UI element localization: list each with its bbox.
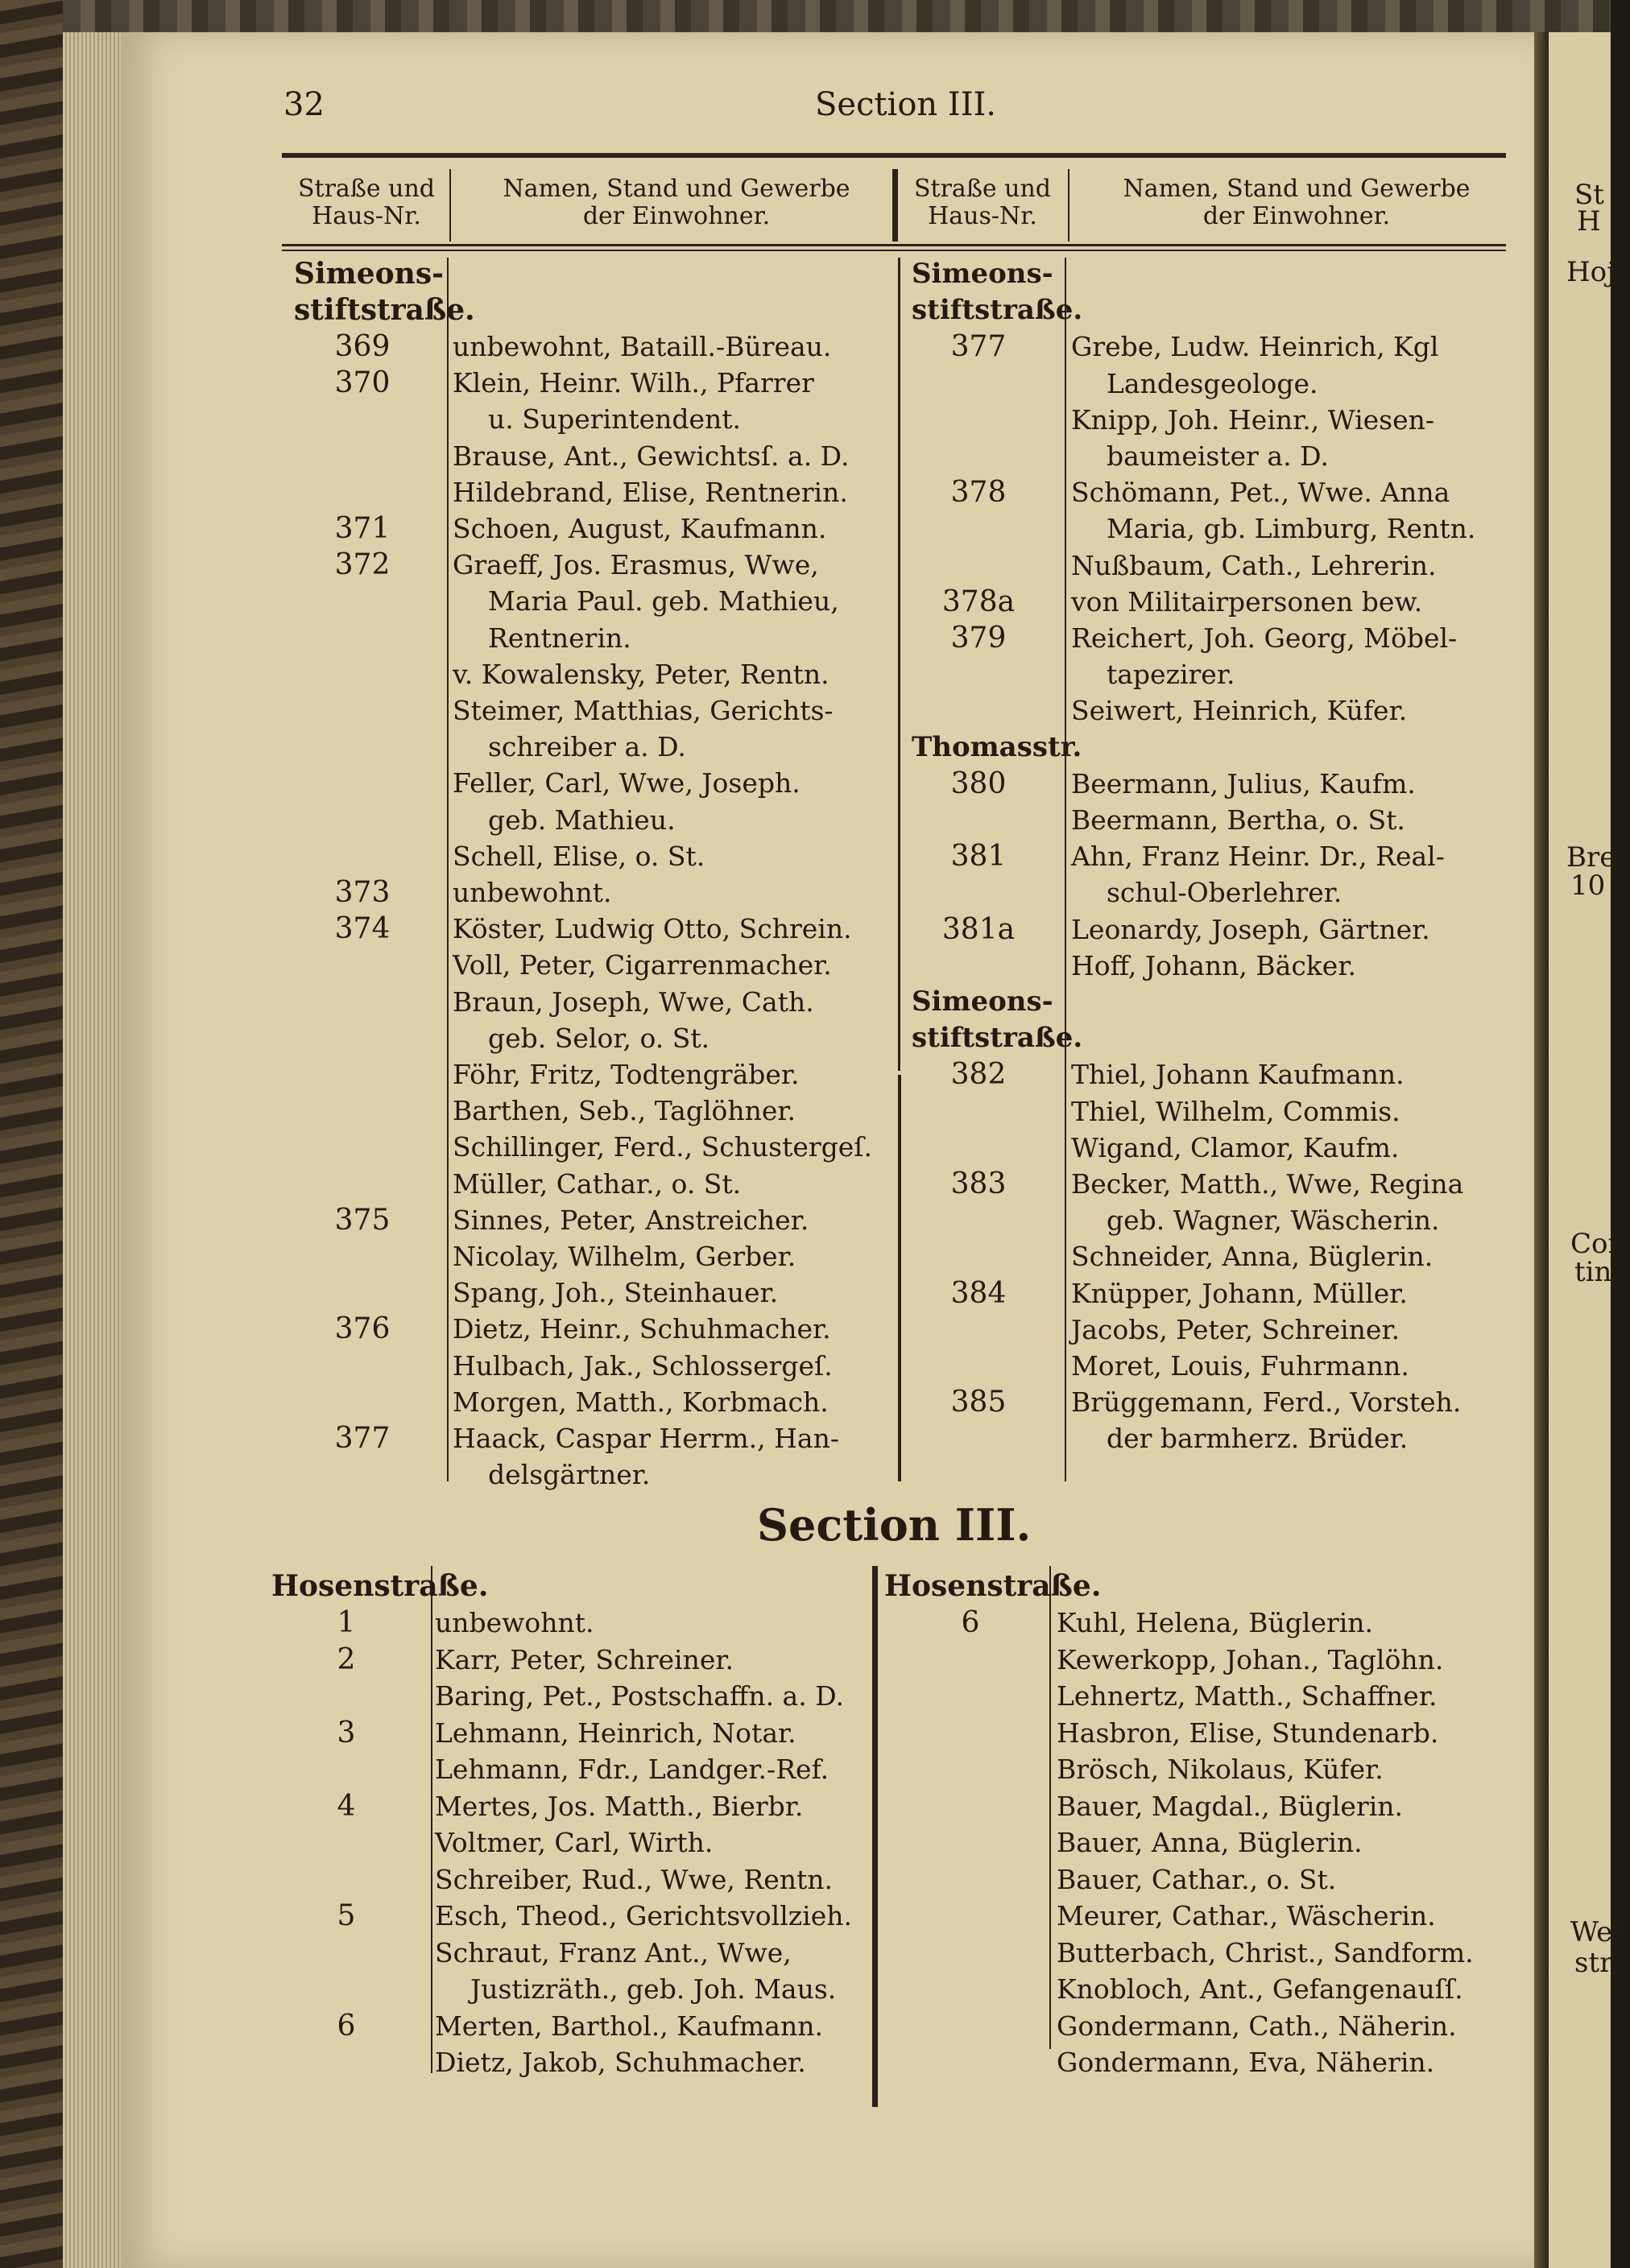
resident-entry: Ahn, Franz Heinr. Dr., Real- bbox=[1071, 841, 1445, 873]
resident-entry: Beermann, Julius, Kaufm. bbox=[1071, 767, 1416, 799]
lower-divider-3 bbox=[1049, 1566, 1051, 2049]
resident-entry: Knüpper, Johann, Müller. bbox=[1071, 1277, 1408, 1309]
house-number: 377 bbox=[950, 330, 1007, 364]
resident-entry: Schillinger, Ferd., Schustergeſ. bbox=[453, 1131, 873, 1163]
resident-entry: Voltmer, Carl, Wirth. bbox=[435, 1827, 714, 1858]
street-label: stiftstraße. bbox=[912, 294, 1083, 327]
street-label: Thomasstr. bbox=[912, 730, 1082, 763]
resident-entry: Schell, Elise, o. St. bbox=[453, 840, 705, 872]
header-rule-bottom-2 bbox=[282, 250, 1506, 251]
resident-entry: von Militairpersonen bew. bbox=[1071, 585, 1423, 618]
resident-entry: baumeister a. D. bbox=[1107, 440, 1329, 472]
resident-entry: Voll, Peter, Cigarrenmacher. bbox=[453, 949, 832, 981]
resident-entry: Gondermann, Eva, Näherin. bbox=[1057, 2047, 1435, 2078]
resident-entry: unbewohnt. bbox=[453, 877, 612, 908]
page-number: 32 bbox=[283, 86, 325, 123]
resident-entry: Barthen, Seb., Taglöhner. bbox=[453, 1095, 796, 1127]
resident-entry: Spang, Joh., Steinhauer. bbox=[453, 1277, 779, 1309]
house-number: 370 bbox=[334, 366, 391, 400]
house-number: 377 bbox=[334, 1422, 391, 1455]
resident-entry: Grebe, Ludw. Heinrich, Kgl bbox=[1071, 331, 1439, 363]
upper-divider-2b bbox=[898, 1075, 901, 1481]
upper-divider-1 bbox=[447, 258, 449, 1481]
resident-entry: Bauer, Cathar., o. St. bbox=[1057, 1863, 1337, 1895]
house-number: 381a bbox=[941, 912, 1016, 946]
resident-entry: Bauer, Anna, Büglerin. bbox=[1057, 1827, 1363, 1858]
resident-entry: Klein, Heinr. Wilh., Pfarrer bbox=[453, 367, 814, 399]
resident-entry: Föhr, Fritz, Todtengräber. bbox=[453, 1059, 800, 1090]
resident-entry: v. Kowalensky, Peter, Rentn. bbox=[453, 658, 829, 690]
lower-divider-2 bbox=[872, 1566, 878, 2107]
resident-entry: Schoen, August, Kaufmann. bbox=[453, 513, 827, 544]
next-page-fragment: 10 bbox=[1570, 870, 1606, 902]
resident-entry: Wigand, Clamor, Kaufm. bbox=[1071, 1131, 1400, 1163]
house-number: 6 bbox=[337, 2009, 356, 2043]
header-divider-3 bbox=[1068, 169, 1069, 242]
header-divider-2 bbox=[892, 169, 898, 242]
street-label: Simeons- bbox=[912, 258, 1053, 290]
header-names-left: Namen, Stand und Gewerbe der Einwohner. bbox=[503, 175, 850, 230]
street-label: stiftstraße. bbox=[912, 1022, 1083, 1055]
resident-entry: Seiwert, Heinrich, Küfer. bbox=[1071, 695, 1408, 727]
resident-entry: Lehmann, Fdr., Landger.-Ref. bbox=[435, 1754, 829, 1785]
resident-entry: Nicolay, Wilhelm, Gerber. bbox=[453, 1241, 796, 1272]
next-page-fragment: Web bbox=[1570, 1916, 1630, 1948]
resident-entry: Karr, Peter, Schreiner. bbox=[435, 1643, 734, 1675]
resident-entry: Dietz, Jakob, Schuhmacher. bbox=[435, 2047, 806, 2078]
resident-entry: Sinnes, Peter, Anstreicher. bbox=[453, 1204, 809, 1236]
header-rule-top bbox=[282, 153, 1506, 158]
resident-entry: Schraut, Franz Ant., Wwe, bbox=[435, 1936, 792, 1968]
header-divider-1 bbox=[449, 169, 451, 242]
header-rule-bottom bbox=[282, 244, 1506, 246]
house-number: 373 bbox=[334, 876, 391, 909]
book-gutter bbox=[1534, 32, 1549, 2268]
resident-entry: Gondermann, Cath., Näherin. bbox=[1057, 2010, 1457, 2042]
resident-entry: Brösch, Nikolaus, Küfer. bbox=[1057, 1754, 1384, 1785]
house-number: 371 bbox=[334, 512, 391, 545]
resident-entry: Knipp, Joh. Heinr., Wiesen- bbox=[1071, 403, 1435, 436]
resident-entry: Becker, Matth., Wwe, Regina bbox=[1071, 1168, 1464, 1200]
lower-divider-1 bbox=[431, 1566, 432, 2073]
house-number: 378 bbox=[950, 476, 1007, 510]
header-street-left: Straße und Haus-Nr. bbox=[297, 175, 435, 230]
resident-entry: Esch, Theod., Gerichtsvollzieh. bbox=[435, 1900, 852, 1931]
resident-entry: Leonardy, Joseph, Gärtner. bbox=[1071, 913, 1430, 945]
resident-entry: Dietz, Heinr., Schuhmacher. bbox=[453, 1313, 831, 1345]
resident-entry: Bauer, Magdal., Büglerin. bbox=[1057, 1790, 1404, 1822]
book-binding bbox=[0, 0, 63, 2268]
resident-entry: geb. Wagner, Wäscherin. bbox=[1107, 1204, 1440, 1237]
resident-entry: Köster, Ludwig Otto, Schrein. bbox=[453, 913, 852, 945]
resident-entry: geb. Mathieu. bbox=[488, 804, 676, 836]
resident-entry: Braun, Joseph, Wwe, Cath. bbox=[453, 985, 814, 1018]
resident-entry: Brause, Ant., Gewichtsſ. a. D. bbox=[453, 440, 850, 472]
house-number: 374 bbox=[334, 912, 391, 946]
resident-entry: Hoff, Johann, Bäcker. bbox=[1071, 949, 1356, 981]
resident-entry: Hasbron, Elise, Stundenarb. bbox=[1057, 1716, 1439, 1749]
house-number: 385 bbox=[950, 1386, 1007, 1419]
resident-entry: delsgärtner. bbox=[488, 1459, 651, 1491]
resident-entry: u. Superintendent. bbox=[488, 403, 742, 436]
resident-entry: Lehmann, Heinrich, Notar. bbox=[435, 1716, 796, 1749]
upper-divider-3 bbox=[1065, 258, 1066, 1481]
resident-entry: Steimer, Matthias, Gerichts- bbox=[453, 695, 834, 726]
resident-entry: Hildebrand, Elise, Rentnerin. bbox=[453, 476, 848, 508]
resident-entry: Beermann, Bertha, o. St. bbox=[1071, 804, 1405, 836]
resident-entry: Justizräth., geb. Joh. Maus. bbox=[470, 1973, 837, 2005]
resident-entry: Reichert, Joh. Georg, Möbel- bbox=[1071, 622, 1458, 654]
resident-entry: Maria Paul. geb. Mathieu, bbox=[488, 585, 839, 618]
section-heading: Section III. bbox=[757, 1499, 1032, 1551]
resident-entry: unbewohnt, Bataill.-Büreau. bbox=[453, 331, 832, 362]
upper-divider-2 bbox=[898, 258, 900, 1071]
next-page-fragment: str bbox=[1574, 1947, 1613, 1979]
resident-entry: Schömann, Pet., Wwe. Anna bbox=[1071, 477, 1450, 509]
house-number: 369 bbox=[334, 330, 391, 363]
next-page-fragment: St bbox=[1574, 179, 1604, 211]
resident-entry: Meurer, Cathar., Wäscherin. bbox=[1057, 1900, 1436, 1931]
resident-entry: geb. Selor, o. St. bbox=[488, 1022, 710, 1054]
next-page-fragment: H bbox=[1577, 205, 1601, 238]
resident-entry: Lehnertz, Matth., Schaffner. bbox=[1057, 1680, 1438, 1712]
resident-entry: Jacobs, Peter, Schreiner. bbox=[1071, 1313, 1400, 1345]
resident-entry: unbewohnt. bbox=[435, 1607, 594, 1638]
resident-entry: Knobloch, Ant., Gefangenauſſ. bbox=[1057, 1973, 1463, 2005]
resident-entry: Hulbach, Jak., Schlossergeſ. bbox=[453, 1349, 833, 1382]
house-number: 1 bbox=[337, 1606, 356, 1639]
resident-entry: Thiel, Johann Kaufmann. bbox=[1071, 1059, 1405, 1091]
house-number: 4 bbox=[337, 1789, 356, 1823]
resident-entry: Kewerkopp, Johan., Taglöhn. bbox=[1057, 1643, 1444, 1675]
resident-entry: Butterbach, Christ., Sandform. bbox=[1057, 1936, 1474, 1968]
house-number: 6 bbox=[961, 1606, 980, 1639]
house-number: 2 bbox=[337, 1642, 356, 1676]
house-number: 381 bbox=[950, 840, 1007, 874]
resident-entry: Schneider, Anna, Büglerin. bbox=[1071, 1241, 1433, 1273]
house-number: 376 bbox=[334, 1312, 391, 1346]
resident-entry: Rentnerin. bbox=[488, 622, 631, 654]
house-number: 379 bbox=[950, 622, 1007, 655]
resident-entry: Morgen, Matth., Korbmach. bbox=[453, 1386, 829, 1418]
page-edges bbox=[63, 32, 127, 2268]
resident-entry: Graeff, Jos. Erasmus, Wwe, bbox=[453, 549, 819, 581]
street-label: Hosenstraße. bbox=[884, 1569, 1102, 1603]
resident-entry: der barmherz. Brüder. bbox=[1107, 1423, 1409, 1455]
house-number: 375 bbox=[334, 1203, 391, 1237]
next-page-fragment: Hoj bbox=[1566, 256, 1616, 288]
next-page-fragment: Brei bbox=[1566, 841, 1625, 874]
resident-entry: Nußbaum, Cath., Lehrerin. bbox=[1071, 549, 1437, 581]
house-number: 383 bbox=[950, 1167, 1007, 1200]
resident-entry: schreiber a. D. bbox=[488, 731, 686, 763]
house-number: 380 bbox=[950, 766, 1007, 800]
resident-entry: Kuhl, Helena, Büglerin. bbox=[1057, 1607, 1374, 1638]
street-label: Simeons- bbox=[912, 985, 1053, 1018]
resident-entry: Landesgeologe. bbox=[1107, 367, 1318, 399]
header-street-right: Straße und Haus-Nr. bbox=[913, 175, 1051, 230]
resident-entry: schul-Oberlehrer. bbox=[1107, 877, 1342, 909]
house-number: 378a bbox=[941, 585, 1016, 618]
resident-entry: tapezirer. bbox=[1107, 659, 1235, 691]
resident-entry: Brüggemann, Ferd., Vorsteh. bbox=[1071, 1386, 1462, 1419]
resident-entry: Haack, Caspar Herrm., Han- bbox=[453, 1423, 839, 1454]
house-number: 384 bbox=[950, 1276, 1007, 1310]
resident-entry: Baring, Pet., Postschaffn. a. D. bbox=[435, 1680, 844, 1712]
resident-entry: Feller, Carl, Wwe, Joseph. bbox=[453, 767, 801, 799]
house-number: 372 bbox=[334, 548, 391, 582]
street-label: Hosenstraße. bbox=[271, 1569, 489, 1603]
page-title: Section III. bbox=[815, 86, 997, 123]
house-number: 5 bbox=[337, 1899, 356, 1932]
house-number: 3 bbox=[337, 1716, 356, 1750]
resident-entry: Thiel, Wilhelm, Commis. bbox=[1071, 1095, 1400, 1127]
resident-entry: Maria, gb. Limburg, Rentn. bbox=[1107, 513, 1476, 545]
resident-entry: Mertes, Jos. Matth., Bierbr. bbox=[435, 1790, 804, 1822]
next-page-fragment: tin bbox=[1574, 1256, 1612, 1288]
resident-entry: Schreiber, Rud., Wwe, Rentn. bbox=[435, 1863, 833, 1895]
resident-entry: Moret, Louis, Fuhrmann. bbox=[1071, 1350, 1409, 1382]
header-names-right: Namen, Stand und Gewerbe der Einwohner. bbox=[1123, 175, 1471, 230]
resident-entry: Merten, Barthol., Kaufmann. bbox=[435, 2010, 823, 2042]
next-page-fragment: Cor bbox=[1570, 1228, 1621, 1260]
book-cover-edge bbox=[63, 0, 1611, 35]
resident-entry: Müller, Cathar., o. St. bbox=[453, 1167, 742, 1200]
street-label: Simeons- stiftstraße. bbox=[294, 257, 475, 327]
house-number: 382 bbox=[950, 1058, 1007, 1092]
